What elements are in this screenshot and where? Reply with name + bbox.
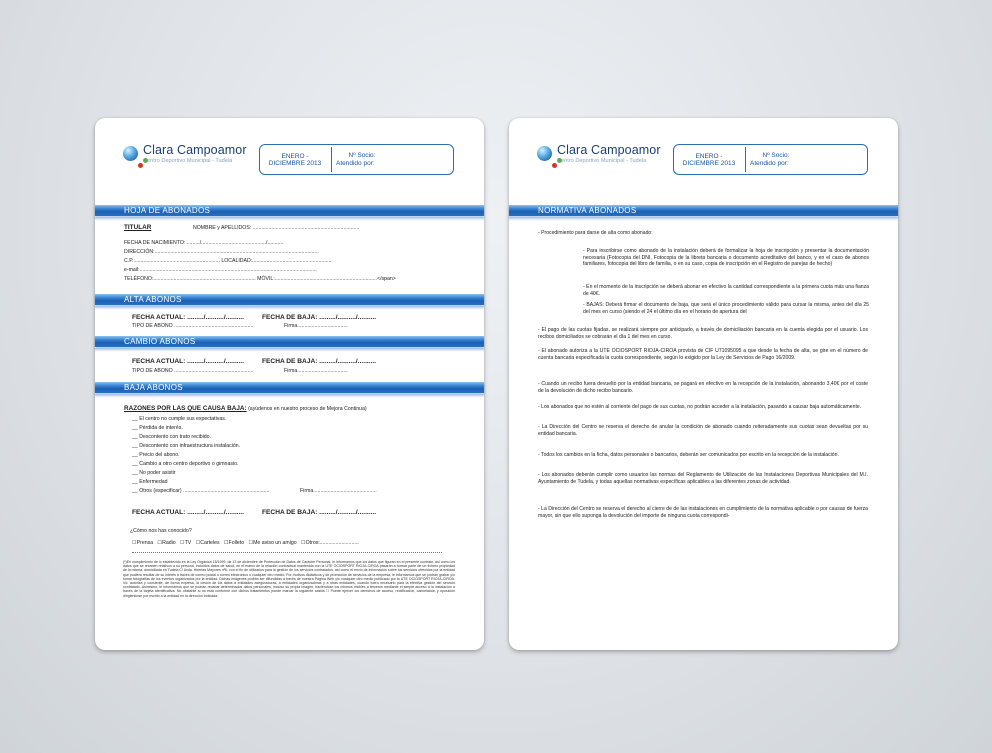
form-page-normativa [509, 118, 898, 650]
brand-name: Clara Campoamor [143, 143, 247, 157]
razon-item[interactable]: __ No poder asistir [132, 470, 176, 476]
normativa-intro: - Procedimiento para darse de alta como abonado: [538, 230, 653, 236]
section-hoja: HOJA DE ABONADOS [95, 205, 484, 216]
option-folleto[interactable]: ☐Folleto [223, 540, 245, 546]
socio-fields [336, 152, 388, 168]
options-underline [132, 552, 442, 553]
option-otros[interactable]: ☐Otros:........................... [300, 540, 359, 546]
razon-item[interactable]: __ El centro no cumple sus expectativas. [132, 416, 227, 422]
period-line2: DICIEMBRE 2013 [268, 160, 322, 167]
normativa-p6: - Todos los cambios en la ficha, datos personales o bancarios, deberán ser comunicados por escrito en la recepción de la instalación. [538, 452, 839, 458]
email-field[interactable]: e-mail:........................................................................................................................... [124, 267, 317, 273]
normativa-sub3: - BAJAS: Deberá firmar el documento de baja, que será el único procedimiento válido para cursar la misma, antes del día 25 del mes en curso (siendo el 24 el último día en el horario de apertura del [583, 302, 869, 315]
option-radio[interactable]: ☐Radio [157, 540, 176, 546]
normativa-p8: - La Dirección del Centro se reserva el derecho al cierre de de las instalaciones en cumplimiento de la normativa aplicable o por causas de fuerza mayor, sin que ello suponga la devolución del importe de ninguna cuota correspondi- [538, 506, 868, 519]
header-info-box [259, 144, 454, 175]
option-tv[interactable]: ☐TV [179, 540, 192, 546]
socio-label: Nº Socio: [762, 152, 790, 159]
brand-subtitle: Centro Deportivo Municipal - Tudela [143, 158, 233, 164]
conocido-options [132, 540, 359, 546]
normativa-p7: - Los abonados deberán cumplir como usuarios las normas del Reglamento de Utilización de las Instalaciones Deportivas Municipales del M.I. Ayuntamiento de Tudela, y todas aquellas normativas específicas aplicables a las diferentes zonas de actividad. [538, 472, 868, 485]
brand-subtitle: Centro Deportivo Municipal - Tudela [557, 158, 647, 164]
logo [123, 144, 263, 184]
razones-help: (ayúdenos en nuestro proceso de Mejora Continua) [248, 406, 367, 412]
period [262, 153, 328, 167]
cambio-firma[interactable]: Firma................................... [284, 368, 348, 374]
razones-heading [124, 405, 367, 412]
normativa-p1: - El pago de las cuotas fijadas, se realizará siempre por anticipado, a través de domiciliación bancaria en la cuenta elegida por el usuario. Los recibos domiciliados se cobrarán el día 1 del mes en curso. [538, 327, 868, 340]
razones-firma[interactable]: Firma............................................ [300, 488, 377, 494]
option-amigo[interactable]: ☐Me aviso un amigo [248, 540, 297, 546]
telefono-movil-field[interactable]: TELÉFONO:....................................................................... MÓVIL:.......................................................................</span> [124, 276, 396, 282]
razon-item[interactable]: __ Enfermedad [132, 479, 168, 485]
brand-name: Clara Campoamor [557, 143, 661, 157]
atendido-label: Atendido por: [336, 160, 375, 167]
cp-localidad-field[interactable]: C.P.:........................................................... LOCALIDAD:....................................................... [124, 258, 332, 264]
direccion-field[interactable]: DIRECCIÓN:.................................................................................................................. [124, 249, 319, 255]
normativa-p4: - Los abonados que no estén al corriente del pago de sus cuotas, no podrán acceder a la instalación, pasando a causar baja automáticamente. [538, 404, 862, 410]
header-info-box [673, 144, 868, 175]
razon-item[interactable]: __ Cambio a otro centro deportivo o gimnasio. [132, 461, 239, 467]
option-carteles[interactable]: ☐Carteles [195, 540, 220, 546]
normativa-p2: - El abonado autoriza a la UTE OCIOSPORT RIOJA-CIROA provista de CIF U71095095 a que desde la fecha de alta, se gire en el número de cuenta bancaria especificada la cuota correspondiente, según lo exigido por la Ley de Servicios de Pago 16/2009. [538, 348, 868, 361]
cambio-fecha-baja[interactable]: FECHA DE BAJA: ........./........../.......... [262, 358, 377, 365]
alta-fecha-actual[interactable]: FECHA ACTUAL: ........./........../.......... [132, 314, 244, 321]
socio-label: Nº Socio: [348, 152, 376, 159]
titular-heading: TITULAR [124, 224, 152, 231]
period-line1: ENERO - [695, 153, 723, 160]
razon-item[interactable]: __ Descontento con trato recibido. [132, 434, 212, 440]
globe-icon [123, 146, 138, 161]
section-baja: BAJA ABONOS [95, 382, 484, 393]
alta-fecha-baja[interactable]: FECHA DE BAJA: ........./........../.......... [262, 314, 377, 321]
razon-item[interactable]: __ Pérdida de interés. [132, 425, 183, 431]
normativa-p3: - Cuando un recibo fuera devuelto por la entidad bancaria, se pagará en efectivo en la recepción de la instalación, abonando 3,40€ por el coste de la devolución de dicho recibo bancario. [538, 381, 868, 394]
cambio-tipo-abono[interactable]: TIPO DE ABONO ....................................................... [132, 368, 254, 374]
logo [537, 144, 677, 184]
fecha-nacimiento-field[interactable]: FECHA DE NACIMIENTO: ........./............................................./........... [124, 240, 284, 246]
form-page-hoja-abonados [95, 118, 484, 650]
section-normativa: NORMATIVA ABONADOS [509, 205, 898, 216]
socio-fields [750, 152, 802, 168]
normativa-sub2: - En el momento de la inscripción se deberá abonar en efectivo la cantidad correspondiente a la primera cuota más una fianza de 40€. [583, 284, 869, 297]
period [676, 153, 742, 167]
atendido-label: Atendido por: [750, 160, 789, 167]
divider [331, 147, 332, 172]
section-alta: ALTA ABONOS [95, 294, 484, 305]
razon-item[interactable]: __ Otros (especificar) ............................................................ [132, 488, 270, 494]
globe-icon [537, 146, 552, 161]
legal-notice: (*)En cumplimiento de lo establecido en la Ley Orgánica 15/1999, de 13 de diciembre de Protección de Datos de Carácter Personal, le informamos que los datos que figuran en el presente contrato, así como los datos que se recaben relativos a su persona, incluidos datos de salud, en el marco de la relación contractual mantenida con la UTE OCIOSPORT RIOJA-CIROA pasarán a formar parte de un fichero propiedad de la misma, domiciliada en Tudela C/ Avda. Huertas Mayores nº6, con el fin de utilizarlos para la gestión de los servicios contratados, así como el envío de información sobre los servicios ofrecidos por la entidad que pudiera resultar de su interés a través de correo postal o correo electrónico o cualquier otro medio. Por motivos didácticos y de promoción de servicios de la empresa, le informamos que se podrán grabar y/o tomar fotografías de los eventos organizados por la entidad. Dichas imágenes podrán ser difundidas a través de nuestra Página Web y/o cualquier otro medio publicado por la UTE OCIOSPORT RIOJA-CIROA. Vd. autoriza y consiente, de forma expresa, la cesión de los datos a entidades aseguradoras, a entidades organizadoras y a otras entidades, cuando fuera necesario para la efectiva gestión del servicio contratado. Asimismo, le informamos que se podrán recabar determinados datos personales, incluso su propia imagen, haciéndose los mismos visibles a terceros mediante el simple acceso a la instalación a través de la tarjeta identificativa. No obstante si no está conforme con dichos tratamientos puede marcar la siguiente casilla ☐ Puede ejercer los derechos de acceso, rectificación, cancelación y oposición dirigiéndose por escrito a la entidad en la dirección indicada. [123, 560, 455, 598]
baja-fecha-actual[interactable]: FECHA ACTUAL: ........./........../.......... [132, 509, 244, 516]
cambio-fecha-actual[interactable]: FECHA ACTUAL: ........./........../.......... [132, 358, 244, 365]
alta-tipo-abono[interactable]: TIPO DE ABONO ....................................................... [132, 323, 254, 329]
razones-title: RAZONES POR LAS QUE CAUSA BAJA: [124, 405, 247, 412]
option-prensa[interactable]: ☐Prensa [132, 540, 154, 546]
section-cambio: CAMBIO ABONOS [95, 336, 484, 347]
period-line1: ENERO - [281, 153, 309, 160]
nombre-field[interactable]: NOMBRE y APELLIDOS: .......................................................................... [193, 225, 360, 231]
razon-item[interactable]: __ Precio del abono. [132, 452, 180, 458]
razon-item[interactable]: __ Descontento con infraestructura instalación. [132, 443, 241, 449]
alta-firma[interactable]: Firma................................... [284, 323, 348, 329]
normativa-sub1: - Para inscribirse como abonado de la instalación deberá de formalizar la hoja de inscripción y presentar la documentación necesaria (Fotocopia del DNI, Fotocopia de la libreta bancaria o documento acreditativo del banco, y en el caso de abonos familiares, fotocopia del libro de familia, o en su caso, copia de inscripción en el Registro de parejas de hecho) [583, 248, 869, 268]
conocido-question: ¿Cómo nos has conocido? [130, 528, 192, 534]
baja-fecha-baja[interactable]: FECHA DE BAJA: ........./........../.......... [262, 509, 377, 516]
normativa-p5: - La Dirección del Centro se reserva el derecho de anular la condición de abonado cuando reiteradamente sus cuotas sean devueltas por su entidad bancaria. [538, 424, 868, 437]
period-line2: DICIEMBRE 2013 [682, 160, 736, 167]
divider [745, 147, 746, 172]
